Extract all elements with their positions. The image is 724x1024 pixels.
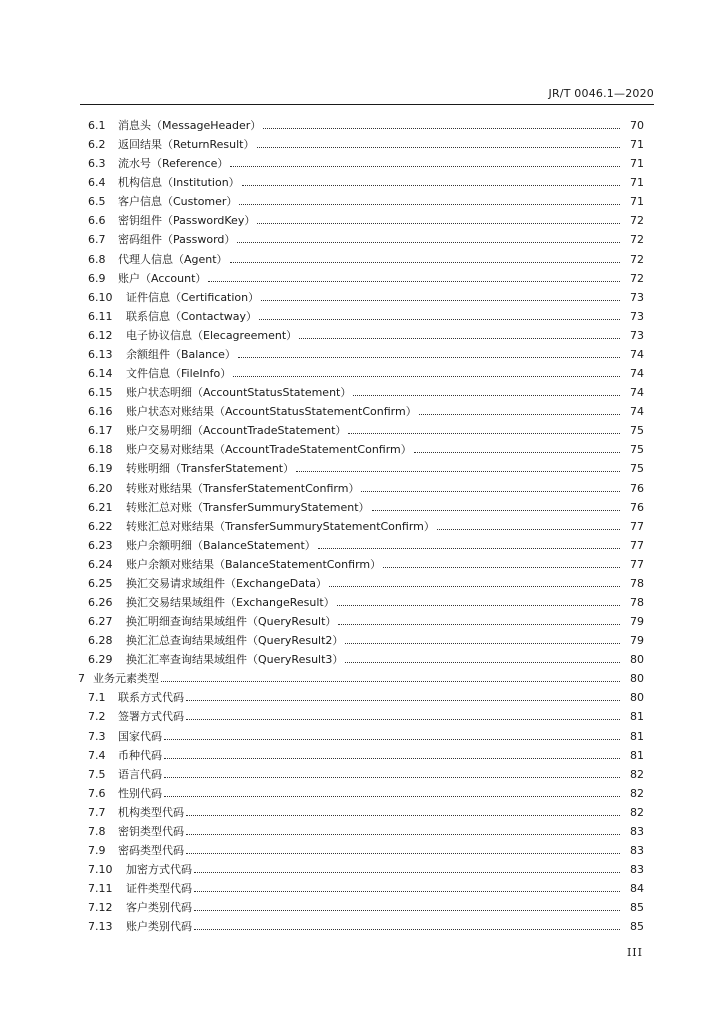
toc-dot-leader [194, 929, 620, 930]
page-number: III [626, 946, 643, 959]
toc-entry-title: 返回结果（ReturnResult） [118, 138, 255, 152]
toc-entry[interactable] [0, 898, 724, 917]
toc-entry-title: 换汇交易请求域组件（ExchangeData） [126, 576, 328, 590]
toc-entry[interactable] [0, 288, 724, 307]
toc-entry-page: 83 [630, 824, 644, 838]
toc-entry-title: 语言代码 [118, 767, 162, 781]
toc-entry[interactable] [0, 135, 724, 154]
toc-entry[interactable] [0, 211, 724, 230]
toc-entry-number: 6.18 [88, 443, 113, 457]
toc-entry-number: 6.6 [88, 214, 106, 228]
toc-dot-leader [353, 395, 620, 396]
toc-dot-leader [164, 796, 620, 797]
toc-entry-title: 账户（Account） [118, 271, 207, 285]
toc-dot-leader [372, 510, 620, 511]
toc-entry[interactable] [0, 116, 724, 135]
toc-entry-title: 国家代码 [118, 729, 162, 743]
toc-dot-leader [414, 452, 620, 453]
toc-entry-number: 7.13 [88, 920, 113, 934]
toc-entry-number: 6.16 [88, 405, 113, 419]
toc-entry-page: 77 [630, 538, 644, 552]
toc-entry[interactable] [0, 784, 724, 803]
toc-dot-leader [161, 681, 620, 682]
toc-entry-page: 81 [630, 729, 644, 743]
toc-entry-title: 联系方式代码 [118, 691, 184, 705]
toc-entry-title: 客户信息（Customer） [118, 195, 238, 209]
toc-entry-number: 6.23 [88, 538, 113, 552]
toc-entry-page: 85 [630, 901, 644, 915]
toc-entry-number: 7.9 [88, 844, 106, 858]
toc-entry-number: 7.10 [88, 863, 113, 877]
toc-entry-number: 6.27 [88, 615, 113, 629]
toc-dot-leader [238, 357, 620, 358]
toc-entry-page: 77 [630, 557, 644, 571]
toc-dot-leader [361, 491, 620, 492]
toc-entry-number: 6.4 [88, 176, 106, 190]
toc-entry-number: 6.17 [88, 424, 113, 438]
toc-entry-number: 6.26 [88, 596, 113, 609]
toc-entry-page: 74 [630, 347, 644, 361]
toc-entry-title: 证件类型代码 [126, 882, 192, 896]
toc-entry-title: 机构信息（Institution） [118, 176, 240, 190]
toc-entry-page: 84 [630, 882, 644, 896]
toc-entry[interactable] [0, 345, 724, 364]
toc-entry-title: 转账明细（TransferStatement） [126, 462, 295, 476]
toc-entry[interactable] [0, 154, 724, 173]
toc-dot-leader [164, 758, 620, 759]
toc-entry-page: 81 [630, 748, 644, 762]
toc-entry-page: 76 [630, 500, 644, 514]
toc-dot-leader [337, 605, 620, 606]
toc-entry-number: 6.21 [88, 500, 113, 514]
toc-entry-page: 71 [630, 138, 644, 152]
toc-entry-number: 6.11 [88, 309, 113, 323]
toc-entry[interactable] [0, 440, 724, 459]
toc-entry-title: 证件信息（Certification） [126, 290, 260, 304]
toc-dot-leader [230, 262, 620, 263]
toc-dot-leader [194, 872, 620, 873]
toc-entry-title: 业务元素类型 [93, 672, 159, 686]
toc-entry[interactable] [0, 727, 724, 746]
toc-entry-title: 换汇汇率查询结果域组件（QueryResult3） [126, 653, 344, 667]
toc-entry[interactable] [0, 593, 724, 612]
toc-entry[interactable] [0, 746, 724, 765]
toc-dot-leader [186, 815, 620, 816]
toc-entry[interactable] [0, 498, 724, 517]
toc-entry[interactable] [0, 536, 724, 555]
toc-dot-leader [348, 433, 620, 434]
toc-entry[interactable] [0, 307, 724, 326]
toc-entry-page: 74 [630, 386, 644, 400]
toc-entry[interactable] [0, 707, 724, 726]
toc-entry[interactable] [0, 669, 724, 688]
toc-entry-title: 密码类型代码 [118, 844, 184, 858]
toc-entry-title: 消息头（MessageHeader） [118, 119, 262, 132]
toc-entry-page: 83 [630, 863, 644, 877]
toc-entry-page: 75 [630, 424, 644, 438]
toc-entry-page: 71 [630, 195, 644, 209]
toc-entry[interactable] [0, 326, 724, 345]
toc-entry[interactable] [0, 555, 724, 574]
toc-dot-leader [345, 662, 620, 663]
toc-entry-number: 6.20 [88, 481, 113, 495]
toc-entry-page: 80 [630, 653, 644, 667]
toc-entry-title: 账户状态明细（AccountStatusStatement） [126, 386, 352, 400]
toc-entry-page: 76 [630, 481, 644, 495]
toc-entry[interactable] [0, 879, 724, 898]
toc-entry-title: 性别代码 [118, 786, 162, 800]
toc-entry-title: 换汇汇总查询结果域组件（QueryResult2） [126, 634, 344, 648]
toc-entry[interactable] [0, 822, 724, 841]
toc-entry[interactable] [0, 765, 724, 784]
toc-entry-title: 联系信息（Contactway） [126, 309, 258, 323]
toc-dot-leader [299, 338, 620, 339]
toc-entry-title: 账户余额明细（BalanceStatement） [126, 538, 316, 552]
toc-entry-page: 70 [630, 119, 644, 132]
toc-entry-number: 7 [78, 672, 85, 686]
toc-entry[interactable] [0, 402, 724, 421]
toc-entry-number: 6.22 [88, 519, 113, 533]
toc-entry-title: 机构类型代码 [118, 805, 184, 819]
toc-entry-number: 7.2 [88, 710, 106, 724]
toc-entry-title: 流水号（Reference） [118, 157, 229, 171]
toc-entry-number: 6.25 [88, 576, 113, 590]
toc-entry[interactable] [0, 269, 724, 288]
toc-dot-leader [186, 700, 620, 701]
toc-dot-leader [437, 529, 620, 530]
document-code: JR/T 0046.1—2020 [548, 87, 654, 100]
toc-entry-number: 7.8 [88, 824, 106, 838]
toc-entry-number: 6.13 [88, 347, 113, 361]
toc-entry-title: 密钥类型代码 [118, 824, 184, 838]
toc-entry[interactable] [0, 917, 724, 936]
toc-entry-number: 6.9 [88, 271, 106, 285]
toc-entry[interactable] [0, 459, 724, 478]
toc-entry-page: 83 [630, 844, 644, 858]
toc-dot-leader [257, 223, 620, 224]
toc-entry-number: 7.7 [88, 805, 106, 819]
toc-dot-leader [186, 853, 620, 854]
toc-entry-title: 币种代码 [118, 748, 162, 762]
toc-entry-page: 80 [630, 672, 644, 686]
toc-entry-number: 7.11 [88, 882, 113, 896]
toc-entry-title: 密码组件（Password） [118, 233, 236, 247]
toc-entry-page: 79 [630, 615, 644, 629]
toc-entry-title: 代理人信息（Agent） [118, 252, 228, 266]
toc-entry-number: 6.12 [88, 328, 113, 342]
toc-entry-number: 6.15 [88, 386, 113, 400]
toc-entry-title: 账户余额对账结果（BalanceStatementConfirm） [126, 557, 382, 571]
toc-entry[interactable] [0, 803, 724, 822]
toc-entry-number: 6.2 [88, 138, 106, 152]
toc-entry-title: 账户状态对账结果（AccountStatusStatementConfirm） [126, 405, 417, 419]
toc-dot-leader [230, 166, 620, 167]
toc-entry-page: 71 [630, 176, 644, 190]
toc-entry-page: 72 [630, 214, 644, 228]
toc-entry-page: 74 [630, 405, 644, 419]
toc-entry-number: 6.5 [88, 195, 106, 209]
toc-entry-number: 6.8 [88, 252, 106, 266]
toc-entry[interactable] [0, 574, 724, 593]
toc-entry[interactable] [0, 250, 724, 269]
toc-dot-leader [194, 891, 620, 892]
toc-entry-page: 85 [630, 920, 644, 934]
toc-entry-title: 换汇明细查询结果域组件（QueryResult） [126, 615, 337, 629]
toc-entry-page: 73 [630, 290, 644, 304]
toc-dot-leader [257, 147, 621, 148]
toc-entry[interactable] [0, 421, 724, 440]
toc-dot-leader [186, 834, 620, 835]
toc-entry[interactable] [0, 517, 724, 536]
toc-entry[interactable] [0, 650, 724, 669]
toc-entry-title: 密钥组件（PasswordKey） [118, 214, 256, 228]
toc-entry-number: 6.29 [88, 653, 113, 667]
toc-entry-number: 6.28 [88, 634, 113, 648]
toc-entry-page: 82 [630, 805, 644, 819]
toc-entry-page: 74 [630, 367, 644, 381]
toc-dot-leader [208, 281, 620, 282]
toc-dot-leader [296, 471, 620, 472]
toc-entry-title: 账户交易明细（AccountTradeStatement） [126, 424, 347, 438]
toc-entry-title: 转账汇总对账结果（TransferSummuryStatementConfirm） [126, 519, 435, 533]
toc-entry-number: 7.4 [88, 748, 106, 762]
toc-entry[interactable] [0, 364, 724, 383]
toc-entry-number: 7.12 [88, 901, 113, 915]
toc-entry-page: 73 [630, 328, 644, 342]
toc-dot-leader [338, 624, 620, 625]
toc-entry-page: 73 [630, 309, 644, 323]
toc-entry-page: 80 [630, 691, 644, 705]
toc-entry[interactable] [0, 192, 724, 211]
toc-entry-title: 账户类别代码 [126, 920, 192, 934]
toc-entry-page: 71 [630, 157, 644, 171]
toc-entry-title: 电子协议信息（Elecagreement） [126, 328, 298, 342]
toc-entry-number: 6.19 [88, 462, 113, 476]
toc-dot-leader [233, 376, 620, 377]
toc-entry[interactable] [0, 688, 724, 707]
toc-entry[interactable] [0, 479, 724, 498]
toc-entry[interactable] [0, 173, 724, 192]
toc-entry-title: 换汇交易结果域组件（ExchangeResult） [126, 596, 335, 609]
toc-dot-leader [329, 586, 620, 587]
toc-entry-title: 账户交易对账结果（AccountTradeStatementConfirm） [126, 443, 412, 457]
toc-entry-number: 6.14 [88, 367, 113, 381]
toc-dot-leader [164, 777, 620, 778]
toc-dot-leader [261, 300, 620, 301]
toc-entry-title: 余额组件（Balance） [126, 347, 236, 361]
toc-entry-page: 72 [630, 252, 644, 266]
toc-entry-number: 7.3 [88, 729, 106, 743]
toc-entry-page: 82 [630, 767, 644, 781]
toc-dot-leader [419, 414, 620, 415]
toc-entry-page: 77 [630, 519, 644, 533]
toc-entry[interactable] [0, 612, 724, 631]
toc-entry-number: 6.7 [88, 233, 106, 247]
toc-entry-page: 79 [630, 634, 644, 648]
toc-entry-number: 6.24 [88, 557, 113, 571]
toc-entry-page: 72 [630, 233, 644, 247]
toc-entry-page: 78 [630, 576, 644, 590]
toc-entry-number: 7.6 [88, 786, 106, 800]
toc-dot-leader [318, 548, 620, 549]
toc-entry-number: 6.10 [88, 290, 113, 304]
toc-dot-leader [345, 643, 620, 644]
toc-entry-title: 加密方式代码 [126, 863, 192, 877]
toc-dot-leader [164, 739, 620, 740]
toc-entry[interactable] [0, 383, 724, 402]
toc-entry-page: 72 [630, 271, 644, 285]
header-divider [80, 104, 654, 105]
toc-entry[interactable] [0, 631, 724, 650]
toc-entry-title: 文件信息（FileInfo） [126, 367, 232, 381]
toc-dot-leader [259, 319, 620, 320]
toc-dot-leader [237, 242, 620, 243]
toc-entry-page: 81 [630, 710, 644, 724]
toc-entry-number: 6.1 [88, 119, 106, 132]
toc-entry-title: 转账对账结果（TransferStatementConfirm） [126, 481, 360, 495]
toc-dot-leader [263, 128, 620, 129]
toc-entry-page: 75 [630, 462, 644, 476]
toc-dot-leader [239, 204, 620, 205]
toc-entry-page: 75 [630, 443, 644, 457]
toc-entry-page: 78 [630, 596, 644, 609]
toc-entry-number: 7.1 [88, 691, 106, 705]
toc-dot-leader [194, 910, 620, 911]
toc-entry[interactable] [0, 230, 724, 249]
toc-dot-leader [383, 567, 620, 568]
toc-entry-number: 6.3 [88, 157, 106, 171]
toc-entry[interactable] [0, 841, 724, 860]
toc-entry-page: 82 [630, 786, 644, 800]
toc-entry-title: 客户类别代码 [126, 901, 192, 915]
toc-entry[interactable] [0, 860, 724, 879]
toc-entry-title: 转账汇总对账（TransferSummuryStatement） [126, 500, 370, 514]
toc-dot-leader [242, 185, 620, 186]
toc-entry-number: 7.5 [88, 767, 106, 781]
toc-dot-leader [186, 719, 620, 720]
toc-entry-title: 签署方式代码 [118, 710, 184, 724]
